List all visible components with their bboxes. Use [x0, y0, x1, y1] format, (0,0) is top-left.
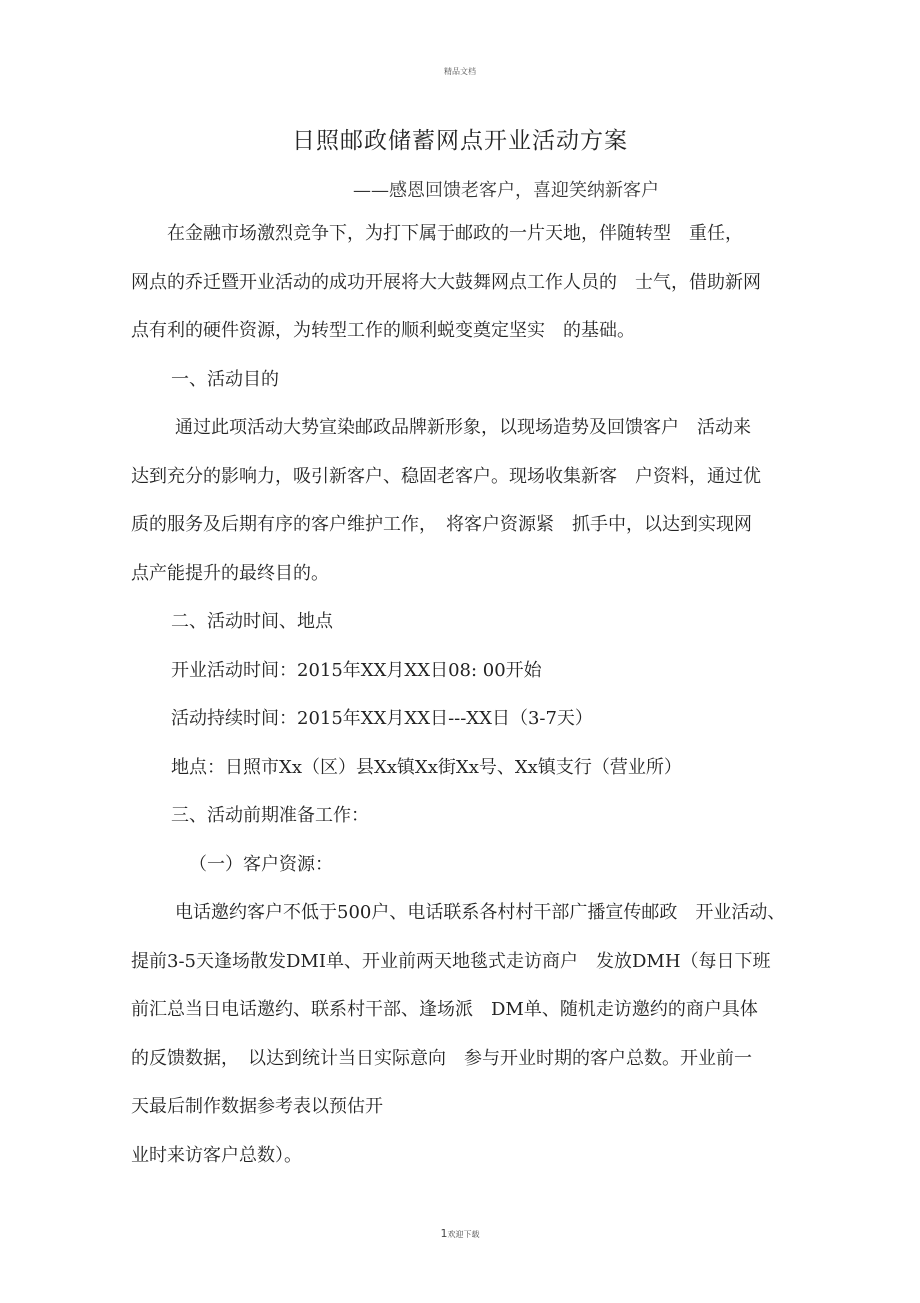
document-subtitle: ——感恩回馈老客户，喜迎笑纳新客户: [353, 180, 659, 201]
body-line: 的反馈数据， 以达到统计当日实际意向 参与开业时期的客户总数。开业前一: [131, 1047, 752, 1069]
body-line: 天最后制作数据参考表以预估开: [131, 1096, 383, 1117]
body-line: 网点的乔迁暨开业活动的成功开展将大大鼓舞网点工作人员的 士气，借助新网: [131, 271, 761, 293]
page-number: 1: [440, 1227, 448, 1240]
document-title: 日照邮政储蓄网点开业活动方案: [292, 128, 628, 154]
body-line: 三、活动前期准备工作：: [171, 805, 369, 826]
body-line: 通过此项活动大势宣染邮政品牌新形象，以现场造势及回馈客户 活动来: [175, 417, 751, 438]
header-mark: 精品文档: [444, 67, 476, 76]
body-line: 在金融市场激烈竞争下，为打下属于邮政的一片天地，伴随转型 重任，: [131, 223, 743, 244]
body-line: 活动持续时间：2015年XX月XX日---XX日（3-7天）: [171, 708, 593, 729]
body-line: 前汇总当日电话邀约、联系村干部、逢场派 DM单、随机走访邀约的商户具体: [131, 999, 758, 1020]
body-line: （一）客户资源：: [189, 853, 333, 875]
body-line: 点产能提升的最终目的。: [131, 562, 329, 584]
page-footer: [0, 1222, 920, 1241]
footer-note: 欢迎下载: [447, 1230, 480, 1239]
body-line: 电话邀约客户不低于500户、电话联系各村村干部广播宣传邮政 开业活动、: [175, 902, 786, 923]
document-body: [131, 210, 791, 1180]
body-line: 业时来访客户总数）。: [131, 1144, 302, 1166]
body-line: 一、活动目的: [171, 368, 279, 390]
body-line: 提前3-5天逢场散发DMI单、开业前两天地毯式走访商户 发放DMH（每日下班: [131, 950, 771, 972]
body-line: 二、活动时间、地点: [171, 611, 333, 632]
body-line: 质的服务及后期有序的客户维护工作， 将客户资源紧 抓手中，以达到实现网: [131, 514, 752, 535]
body-line: 达到充分的影响力，吸引新客户、稳固老客户。现场收集新客 户资料，通过优: [131, 465, 761, 487]
body-line: 地点：日照市Xx（区）县Xx镇Xx街Xx号、Xx镇支行（营业所）: [171, 756, 682, 778]
body-line: 点有利的硬件资源，为转型工作的顺利蜕变奠定坚实 的基础。: [131, 320, 635, 341]
body-line: 开业活动时间：2015年XX月XX日08: 00开始: [171, 659, 542, 681]
